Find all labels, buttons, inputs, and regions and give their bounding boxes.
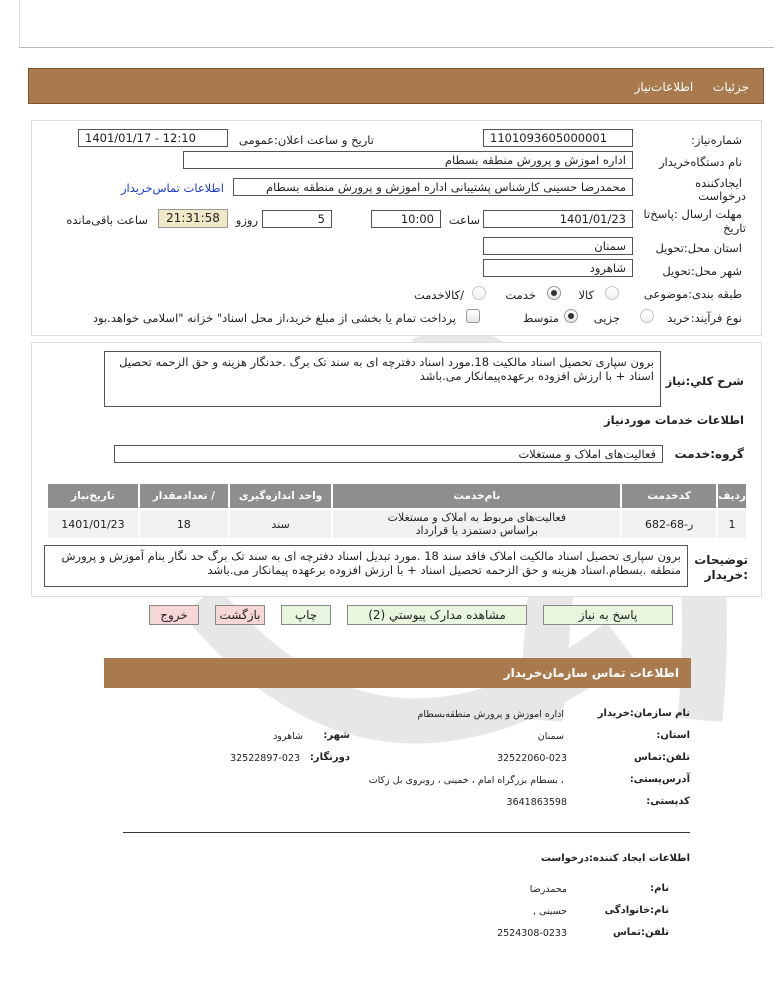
contact-phone-label: تلفن:تماس bbox=[633, 752, 690, 763]
creator-last-name-label: نام:خانوادگی bbox=[604, 905, 669, 916]
contact-address-label: آدرس‌پستی: bbox=[629, 774, 690, 785]
days-field: 5 bbox=[262, 210, 332, 228]
creator-first-name-label: نام: bbox=[650, 883, 669, 894]
need-number-label: شماره‌نیاز: bbox=[691, 133, 742, 147]
city-label: شهر محل:تحویل bbox=[662, 264, 742, 278]
contact-postal-label: کدپستی: bbox=[646, 796, 690, 807]
creator-field: محمدرضا حسینی کارشناس پشتیبانی اداره اموزش و پرورش منطقه بسطام bbox=[233, 178, 633, 196]
contact-fax: 32522897-023 bbox=[230, 753, 300, 764]
summary-text: برون سپاری تحصیل اسناد مالکیت 18.مورد اسناد دفترچه ای به سند تک برگ .حدنگار هزینه و حق الزحمه تحصیل اسناد + با ارزش افزوده برعهده‌پیمانکار می.باشد bbox=[104, 351, 661, 407]
contact-province-label: استان: bbox=[656, 730, 690, 741]
attachments-button[interactable]: مشاهده مدارک پیوستي (2) bbox=[347, 605, 527, 625]
buyer-contact-link[interactable]: اطلاعات تماس‌خریدار bbox=[121, 181, 224, 195]
col-row: ردیف bbox=[717, 483, 747, 509]
contact-city: شاهرود bbox=[273, 731, 303, 742]
province-label: استان محل:تحویل bbox=[655, 241, 742, 255]
creator-info-title: اطلاعات ایجاد کننده:درخواست bbox=[540, 853, 690, 864]
table-row bbox=[47, 509, 747, 539]
deadline-label-2: تاریخ bbox=[723, 221, 746, 235]
header-bar bbox=[28, 68, 764, 104]
cell-qty: 18 bbox=[139, 509, 229, 539]
buyer-notes-label: توضیحات bbox=[694, 553, 748, 567]
creator-first-name: محمدرضا bbox=[529, 884, 567, 895]
buyer-org-label: نام دستگاه‌خریدار bbox=[658, 155, 742, 169]
cell-name-line1: فعالیت‌های مربوط به املاک و مستغلات bbox=[387, 511, 567, 524]
category-goods-radio[interactable] bbox=[605, 286, 619, 300]
cell-name bbox=[332, 509, 621, 539]
contact-postal: 3641863598 bbox=[506, 797, 567, 808]
need-number-field: 1101093605000001 bbox=[483, 129, 633, 147]
contact-org-label: نام سازمان:خریدار bbox=[597, 708, 690, 719]
creator-last-name: حسینی , bbox=[532, 906, 567, 917]
service-group-label: گروه:خدمت bbox=[674, 447, 744, 461]
process-medium-radio[interactable] bbox=[564, 309, 578, 323]
contact-address: ، بسطام بزرگراه امام ، خمینی ، روبروی بل زکات bbox=[368, 775, 564, 786]
service-group-field: فعالیت‌های املاک و مستغلات bbox=[114, 445, 663, 463]
contact-phone: 32522060-023 bbox=[497, 753, 567, 764]
buyer-notes-label-2: :خریدار bbox=[704, 568, 748, 582]
tab-need-info[interactable]: اطلاعات‌نیاز bbox=[634, 80, 694, 94]
category-goods-service-radio[interactable] bbox=[472, 286, 486, 300]
process-buy-label: خرید bbox=[667, 311, 690, 325]
cell-name-line2: براساس دستمزد یا قرارداد bbox=[415, 524, 539, 537]
page-border bbox=[19, 0, 20, 48]
back-button[interactable]: بازگشت bbox=[215, 605, 265, 625]
col-name: نام‌خدمت bbox=[332, 483, 621, 509]
print-button[interactable]: چاپ bbox=[281, 605, 331, 625]
cell-code: ر-68-682 bbox=[621, 509, 717, 539]
hour-label: ساعت bbox=[448, 213, 480, 227]
category-service-radio[interactable] bbox=[547, 286, 561, 300]
buyer-notes-text: برون سپاری تحصیل اسناد مالکیت املاک فاقد سند 18 .مورد تبدیل اسناد دفترچه ای به سند تک برگ حد نگار بنام آموزش و پرورش منطقه .بسطام.اسناد هزینه و حق الزحمه تحصیل اسناد + با ارزش افزوده برعهده پیمانکار می.باشد bbox=[44, 545, 688, 587]
city-field: شاهرود bbox=[483, 259, 633, 277]
process-partial-label: جزیی bbox=[593, 311, 620, 325]
remaining-time: 21:31:58 bbox=[158, 209, 228, 228]
table-header-row bbox=[47, 483, 747, 509]
summary-label: شرح کلي:نياز bbox=[665, 374, 744, 388]
buyer-org-field: اداره اموزش و پرورش منطقه بسطام bbox=[183, 151, 633, 169]
col-unit: واحد اندازه‌گیری bbox=[229, 483, 333, 509]
province-field: سمنان bbox=[483, 237, 633, 255]
process-partial-radio[interactable] bbox=[640, 309, 654, 323]
contact-fax-label: دورنگار: bbox=[309, 752, 350, 763]
process-label: نوع فرآیند: bbox=[690, 311, 742, 325]
col-date: تاریخ‌نیاز bbox=[47, 483, 139, 509]
creator-phone: 2524308-0233 bbox=[497, 928, 567, 939]
top-divider bbox=[19, 47, 774, 48]
cell-row: 1 bbox=[717, 509, 747, 539]
treasury-payment-checkbox[interactable] bbox=[466, 309, 480, 323]
announce-datetime-field: 1401/01/17 - 12:10 bbox=[78, 129, 228, 147]
deadline-label: مهلت ارسال :پاسخ‌تا bbox=[643, 207, 742, 221]
contact-org: اداره اموزش و پرورش منطقه‌بسطام bbox=[417, 709, 564, 720]
process-medium-label: متوسط bbox=[522, 311, 559, 325]
col-code: کدخدمت bbox=[621, 483, 717, 509]
col-qty: / تعدادمقدار bbox=[139, 483, 229, 509]
deadline-date-field: 1401/01/23 bbox=[483, 210, 633, 228]
contact-city-label: شهر: bbox=[323, 730, 350, 741]
contact-province: سمنان bbox=[537, 731, 564, 742]
reply-button[interactable]: پاسخ به نیاز bbox=[543, 605, 673, 625]
announce-label: تاریخ و ساعت اعلان:عمومی bbox=[238, 133, 374, 147]
exit-button[interactable]: خروج bbox=[149, 605, 199, 625]
services-title: اطلاعات خدمات موردنياز bbox=[604, 413, 744, 427]
day-label: روزو bbox=[235, 213, 258, 227]
creator-label-2: درخواست bbox=[698, 189, 746, 203]
treasury-payment-note: پرداخت تمام یا بخشی از مبلغ خرید،از محل اسناد" خزانه "اسلامی خواهد.بود bbox=[92, 311, 456, 325]
contact-title: اطلاعات تماس سازمان‌خریدار bbox=[503, 666, 679, 680]
category-goods-label: کالا bbox=[578, 288, 594, 302]
deadline-time-field: 10:00 bbox=[371, 210, 441, 228]
remaining-label: ساعت باقی‌مانده bbox=[66, 213, 148, 227]
creator-phone-label: تلفن:تماس bbox=[612, 927, 669, 938]
cell-date: 1401/01/23 bbox=[47, 509, 139, 539]
contact-divider bbox=[123, 832, 690, 833]
cell-unit: سند bbox=[229, 509, 333, 539]
creator-label: ایجادکننده bbox=[695, 176, 742, 190]
contact-header bbox=[104, 658, 691, 688]
category-label: طبقه بندی:موضوعی bbox=[643, 287, 742, 301]
category-service-label: خدمت bbox=[505, 288, 536, 302]
services-table bbox=[46, 482, 748, 540]
tab-details[interactable]: جزئیات bbox=[713, 80, 749, 94]
category-goods-service-label: /کالاخدمت bbox=[413, 288, 464, 302]
